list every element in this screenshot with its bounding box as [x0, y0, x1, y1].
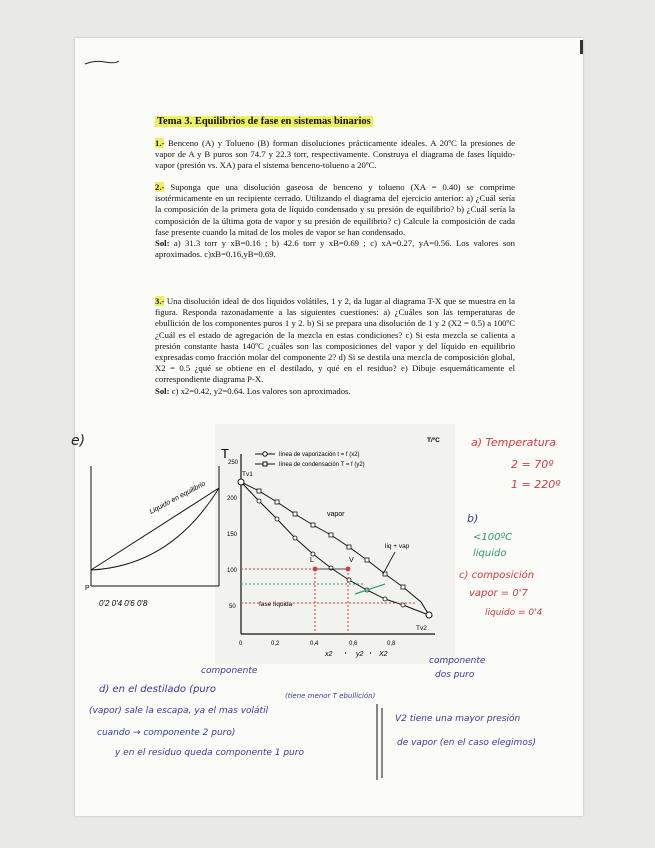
hw-c1: c) composición [459, 570, 535, 581]
hw-d1: d) en el destilado (puro [99, 684, 216, 695]
point-V-label: V [349, 557, 354, 564]
hw-divider [373, 702, 387, 782]
y-axis-label: T [221, 446, 229, 461]
hw-c2: vapor = 0'7 [469, 588, 528, 599]
hw-d5: y en el residuo queda componente 1 puro [115, 748, 304, 758]
hw-comp-left: componente [201, 666, 258, 676]
exercise-2-solution: a) 31.3 torr y xB=0.16 ; b) 42.6 torr y xB=0.69 ; c) xA=0.27, yA=0.56. Los valores son aproximados. c)xB=0.16,yB=0.69. [155, 238, 515, 260]
hw-b2: <100ºC [473, 532, 513, 543]
hw-d3: (tiene menor T ebullición) [285, 692, 376, 700]
xtick-0-6: 0,6 [349, 641, 358, 647]
xtick-0-4: 0,4 [310, 641, 319, 647]
x-label-X2: X2 [379, 651, 388, 658]
x-label-y2: y2 [356, 651, 364, 658]
sketch-xticks: 0'2 0'4 0'6 0'8 [99, 599, 148, 608]
x-label-x2: x2 [325, 651, 333, 658]
hw-comp-right2: dos puro [435, 670, 475, 680]
tv1-label: Tv1 [242, 471, 253, 478]
page-title: Tema 3. Equilibrios de fase en sistemas binarios [157, 116, 371, 127]
tv1-point [238, 479, 244, 485]
xtick-0: 0 [239, 641, 243, 647]
hw-d4: cuando → componente 2 puro) [97, 728, 236, 738]
exercise-3-text: Una disolución ideal de dos líquidos volátiles, 1 y 2, da lugar al diagrama T-X que se muestra en la figura. Responda razonadamente a las siguientes cuestiones: a) ¿Cuáles son las temperaturas de ebullición de los componentes puros 1 y 2. b) Si se prepara una disolución de 1 y 2 (X2 = 0.5) a 100ºC ¿Cuál es el estado de agregación de la mezcla en estas condiciones? c) Si esta mezcla se calienta a presión constante hasta 140ºC ¿cuáles son las composiciones del vapor y del líquido en equilibrio expresadas como fracción molar del componente 2? d) Si se destila una mezcla de composición global, X2 = 0.5 ¿qué se obtiene en el destilado, y qué en el residuo? e) Dibuje esquemáticamente el correspondiente diagrama P-X. [155, 296, 515, 385]
region-liquid: fase líquida [259, 601, 293, 608]
hw-e1: V2 tiene una mayor presión [395, 714, 521, 724]
region-liq-vap: liq + vap [385, 543, 410, 550]
legend-vap-marker [263, 452, 267, 456]
sketch-p-axis: P [85, 585, 90, 592]
exercise-3-number: 3.- [155, 296, 165, 306]
ytick-150: 150 [227, 532, 238, 538]
page-edge-mark [580, 40, 583, 54]
pen-scribble [83, 56, 123, 68]
right-axis-label: T/ºC [427, 437, 440, 444]
document-page [71, 38, 583, 816]
ytick-250: 250 [228, 460, 239, 466]
hw-a1: a) Temperatura [471, 436, 556, 449]
exercise-1-number: 1.- [155, 138, 165, 148]
hw-c3: liquido = 0'4 [485, 608, 543, 618]
sketch-px-diagram [81, 458, 231, 608]
exercise-3-sol-label: Sol: [155, 385, 170, 396]
sketch-curve-label: Liquido en equilibrio [148, 480, 207, 516]
ytick-200: 200 [227, 496, 238, 502]
hw-b1: b) [467, 512, 479, 525]
exercise-2-text: Suponga que una disolución gaseosa de benceno y tolueno (XA = 0.40) se comprime isotérmicamente en un recipiente cerrado. Utilizando el diagrama del ejercicio anterior: a) ¿Cuál sería la composición de la primera gota de líquido condensado y su presión de equilibrio? b) ¿Cuál sería la composición de la última gota de vapor y su presión de equilibrio? c) Calcule la composición de cada fase presente cuando la mitad de los moles de vapor se han condensado. [155, 182, 515, 237]
hw-e2: de vapor (en el caso elegimos) [397, 738, 537, 748]
exercise-2-number: 2.- [155, 182, 165, 192]
legend-vap-text: línea de vaporización t = f (x2) [279, 452, 360, 458]
hw-e-label: e) [71, 433, 86, 449]
xtick-0-8: 0,8 [387, 641, 396, 647]
ytick-100: 100 [227, 568, 238, 574]
hw-a3: 1 = 220º [511, 478, 561, 491]
xtick-0-2: 0,2 [271, 641, 280, 647]
exercise-2 [155, 182, 515, 260]
exercise-1 [155, 138, 515, 172]
hw-d2: (vapor) sale la escapa, ya el mas volátil [89, 706, 269, 716]
exercise-3-solution: c) x2=0.42, y2=0.64. Los valores son aproximados. [171, 385, 351, 396]
hw-a2: 2 = 70º [511, 458, 554, 471]
exercise-1-text: Benceno (A) y Tolueno (B) forman disoluciones prácticamente ideales. A 20ºC la presiones de vapor de A y B puros son 74.7 y 22.3 torr, respectivamente. Construya el diagrama de fases líquido-vapor (presión vs. XA) para el sistema benceno-tolueno a 20ºC. [155, 138, 515, 171]
hw-b3: liquido [473, 548, 507, 559]
exercise-2-sol-label: Sol: [155, 238, 170, 249]
legend-cond-marker [263, 462, 267, 466]
phase-diagram-figure [215, 424, 455, 664]
region-vapor: vapor [327, 511, 345, 518]
point-L-label: L [310, 557, 314, 564]
exercise-3 [155, 296, 515, 397]
legend-cond-text: línea de condensación T = f (y2) [279, 462, 365, 468]
tv2-point [426, 612, 432, 618]
hw-comp-right: componente [429, 656, 486, 666]
ytick-50: 50 [229, 604, 236, 610]
tv2-label: Tv2 [416, 625, 427, 632]
